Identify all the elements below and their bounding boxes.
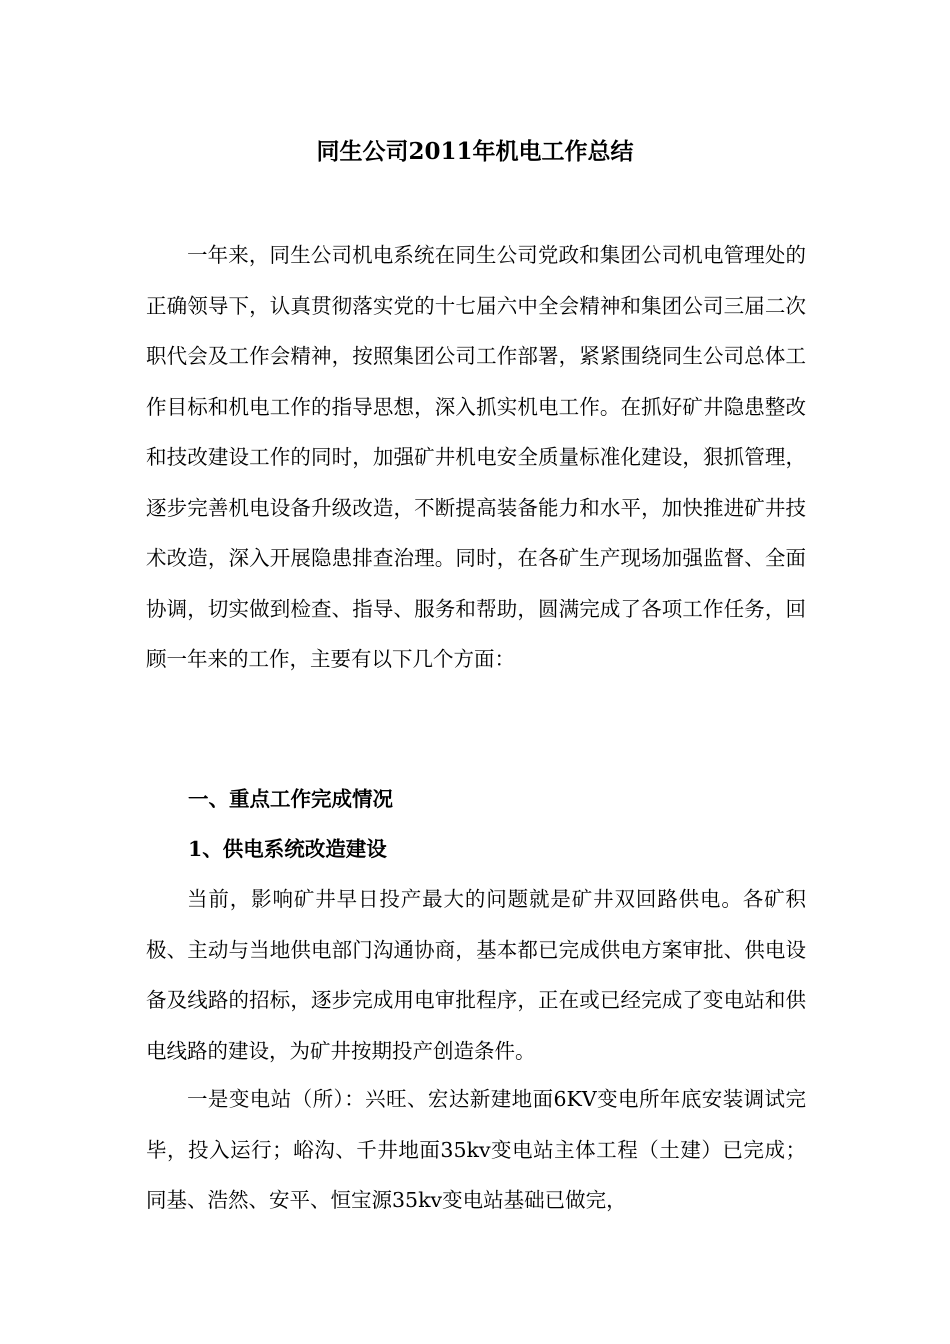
subsection-heading: 1、供电系统改造建设 — [188, 837, 387, 861]
section-heading: 一、重点工作完成情况 — [188, 787, 393, 811]
intro-paragraph: 一年来，同生公司机电系统在同生公司党政和集团公司机电管理处的正确领导下，认真贯彻落实党的十七届六中全会精神和集团公司三届二次职代会及工作会精神，按照集团公司工作部署，紧紧围绕同生公司总体工作目标和机电工作的指导思想，深入抓实机电工作。在抓好矿井隐患整改和技改建设工作的同时，加强矿井机电安全质量标准化建设，狠抓管理，逐步完善机电设备升级改造，不断提高装备能力和水平，加快推进矿井技术改造，深入开展隐患排查治理。同时，在各矿生产现场加强监督、全面协调，切实做到检查、指导、服务和帮助，圆满完成了各项工作任务，回顾一年来的工作，主要有以下几个方面： — [146, 243, 806, 671]
document-title: 同生公司2011年机电工作总结 — [316, 138, 634, 165]
power-supply-paragraph: 当前，影响矿井早日投产最大的问题就是矿井双回路供电。各矿积极、主动与当地供电部门沟通协商，基本都已完成供电方案审批、供电设备及线路的招标，逐步完成用电审批程序，正在或已经完成了变电站和供电线路的建设，为矿井按期投产创造条件。 — [146, 887, 806, 1063]
substation-paragraph: 一是变电站（所）：兴旺、宏达新建地面6KV变电所年底安装调试完毕，投入运行；峪沟、千井地面35kv变电站主体工程（土建）已完成；同基、浩然、安平、恒宝源35kv变电站基础已做完， — [146, 1087, 806, 1212]
